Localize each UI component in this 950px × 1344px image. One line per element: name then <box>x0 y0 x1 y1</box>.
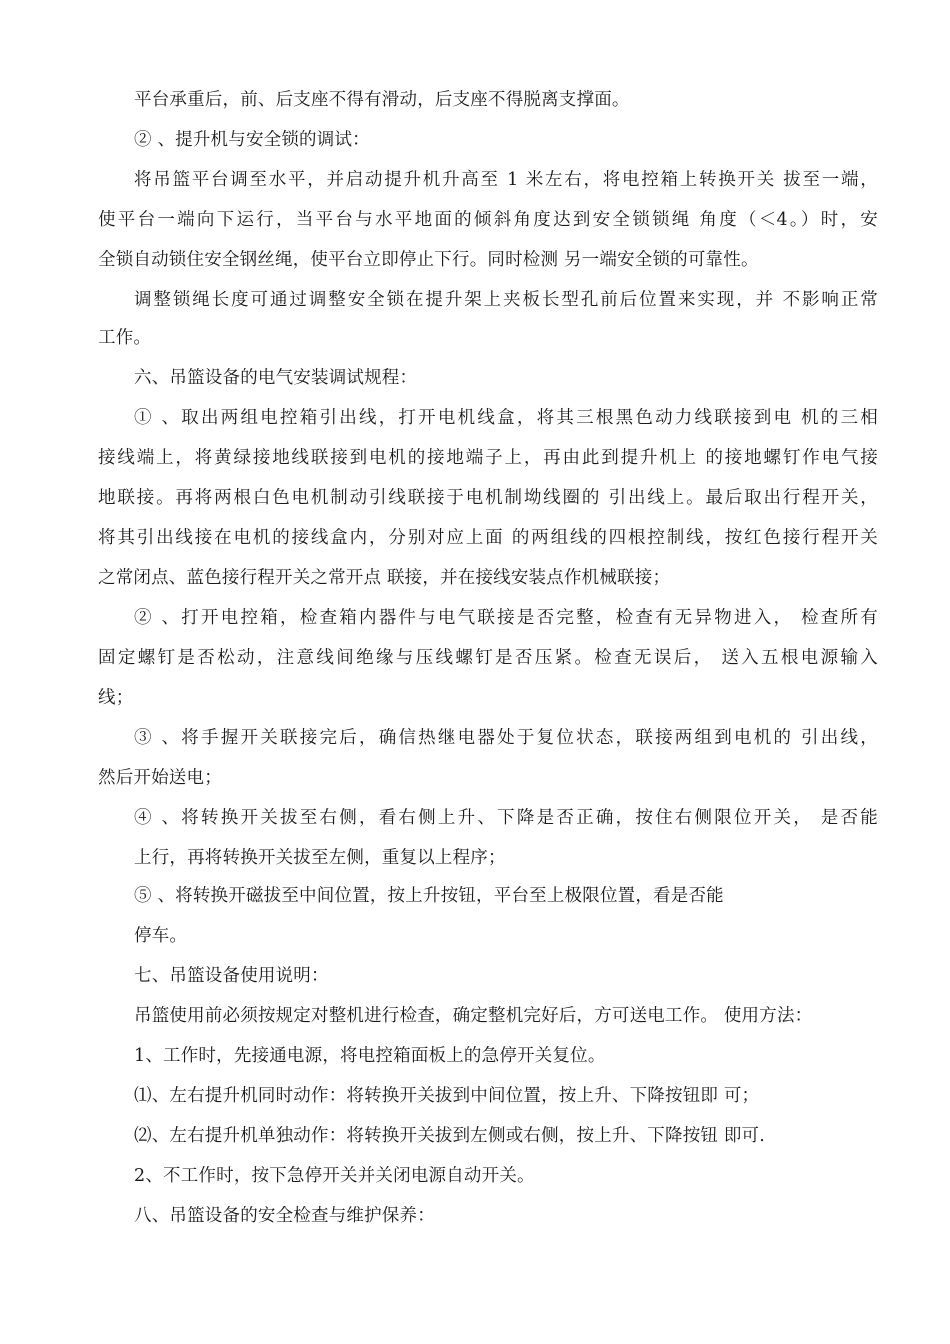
text-line: 使平台一端向下运行，当平台与水平地面的倾斜角度达到安全锁锁绳 角度（＜4。）时，安 <box>98 210 878 230</box>
text-line: 停车。 <box>134 926 188 946</box>
text-line: ⑤ 、将转换开磁拔至中间位置，按上升按钮，平台至上极限位置，看是否能 <box>134 886 724 906</box>
text-line: 线； <box>98 688 134 708</box>
text-line: 全锁自动锁住安全钢丝绳，使平台立即停止下行。同时检测 另一端安全锁的可靠性。 <box>98 250 759 270</box>
text-line: ② 、打开电控箱，检查箱内器件与电气联接是否完整，检查有无异物进入， 检查所有 <box>134 608 878 628</box>
text-line: ① 、取出两组电控箱引出线，打开电机线盒，将其三根黑色动力线联接到电 机的三相 <box>134 408 878 428</box>
text-line: 然后开始送电； <box>98 768 222 788</box>
text-line: ⑵、左右提升机单独动作：将转换开关拔到左侧或右侧，按上升、下降按钮 即可. <box>134 1126 766 1146</box>
section-heading: 六、吊篮设备的电气安装调试规程： <box>134 368 418 388</box>
text-line: 2、不工作时，按下急停开关并关闭电源自动开关。 <box>134 1166 535 1186</box>
text-line: 将吊篮平台调至水平，并启动提升机升高至 1 米左右，将电控箱上转换开关 拔至一端， <box>134 170 878 190</box>
text-line: 1、工作时，先接通电源，将电控箱面板上的急停开关复位。 <box>134 1046 606 1066</box>
text-line: ⑴、左右提升机同时动作：将转换开关拔到中间位置，按上升、下降按钮即 可； <box>134 1086 760 1106</box>
text-line: 之常闭点、蓝色接行程开关之常开点 联接，并在接线安装点作机械联接； <box>98 568 671 588</box>
text-line: 将其引出线接在电机的接线盒内，分别对应上面 的两组线的四根控制线，按红色接行程开关 <box>98 528 878 548</box>
section-heading: 八、吊篮设备的安全检查与维护保养： <box>134 1206 435 1226</box>
text-line: 接线端上，将黄绿接地线联接到电机的接地端子上，再由此到提升机上 的接地螺钉作电气接 <box>98 448 878 468</box>
text-line: ④ 、将转换开关拔至右侧，看右侧上升、下降是否正确，按住右侧限位开关， 是否能 <box>134 808 878 828</box>
text-line: 上行，再将转换开关拔至左侧，重复以上程序； <box>134 848 506 868</box>
text-line: 工作。 <box>98 328 152 348</box>
text-line: 吊篮使用前必须按规定对整机进行检查，确定整机完好后，方可送电工作。 使用方法： <box>134 1006 813 1026</box>
section-heading: 七、吊篮设备使用说明： <box>134 966 329 986</box>
text-line: 固定螺钉是否松动，注意线间绝缘与压线螺钉是否压紧。检查无误后， 送入五根电源输入 <box>98 648 878 668</box>
text-line: 平台承重后，前、后支座不得有滑动，后支座不得脱离支撑面。 <box>134 90 630 110</box>
text-line: ③ 、将手握开关联接完后，确信热继电器处于复位状态，联接两组到电机的 引出线， <box>134 728 878 748</box>
text-line: 地联接。再将两根白色电机制动引线联接于电机制坳线圈的 引出线上。最后取出行程开关， <box>98 488 878 508</box>
section-heading: ② 、提升机与安全锁的调试： <box>134 130 370 150</box>
text-line: 调整锁绳长度可通过调整安全锁在提升架上夹板长型孔前后位置来实现，并 不影响正常 <box>134 290 878 310</box>
